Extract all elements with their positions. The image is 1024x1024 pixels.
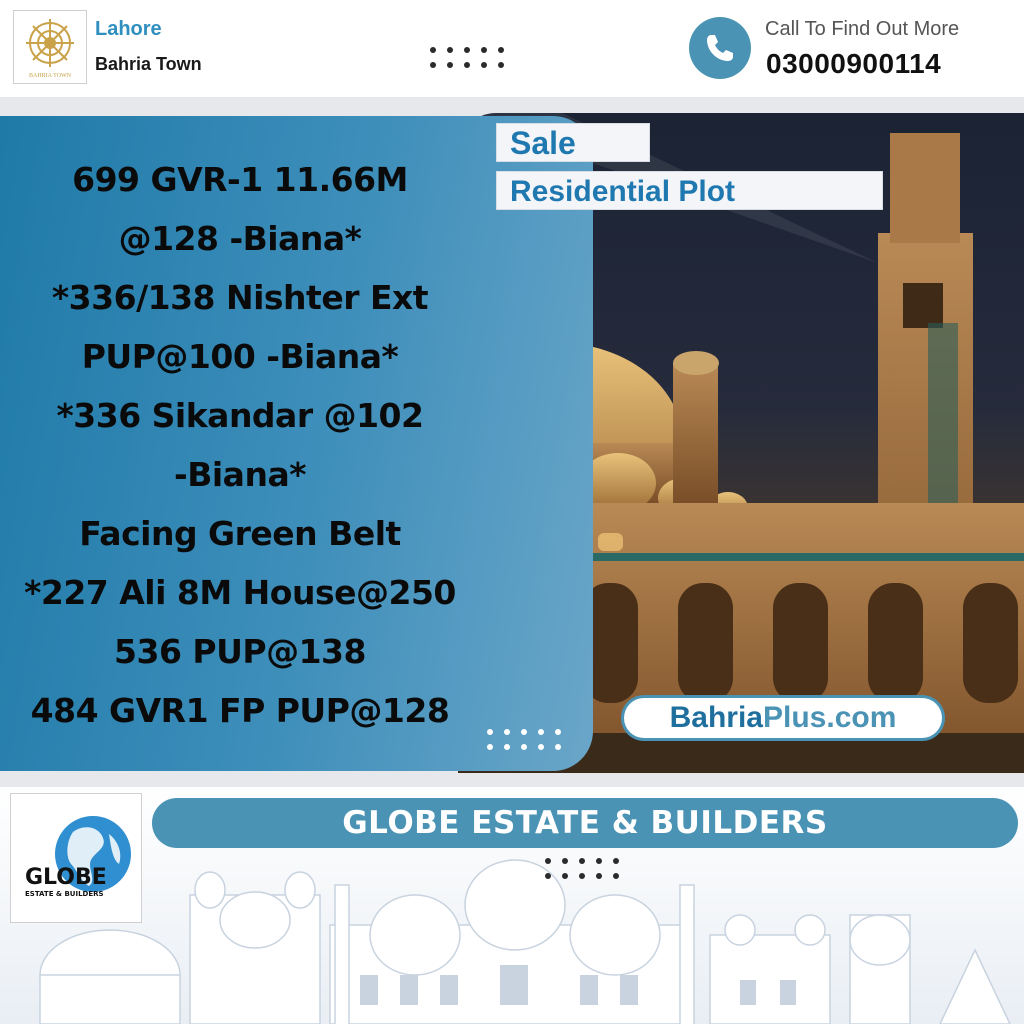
listing-line: *336/138 Nishter Ext [51, 278, 429, 317]
listing-line: @128 -Biana* [118, 219, 362, 258]
listing-line: -Biana* [174, 455, 306, 494]
society-label: Bahria Town [95, 54, 202, 74]
phone-icon [689, 17, 751, 79]
decorative-dots-panel [487, 729, 562, 750]
purpose-tag: Sale [496, 123, 650, 162]
website-link[interactable] [624, 698, 942, 738]
city-label: Lahore [95, 18, 162, 40]
logo-word: GLOBE [25, 865, 107, 890]
call-label: Call To Find Out More [765, 18, 960, 40]
bahria-town-logo [13, 10, 87, 84]
website-name: Bahria [669, 701, 763, 734]
listing-line: Facing Green Belt [79, 514, 401, 553]
globe-company-logo [10, 793, 142, 923]
listing-line: *336 Sikandar @102 [56, 396, 424, 435]
phone-button[interactable] [689, 17, 751, 79]
listing-details [0, 150, 480, 740]
website-suffix: Plus.com [763, 701, 897, 734]
globe-icon [11, 794, 141, 922]
listing-line: *227 Ali 8M House@250 [24, 573, 456, 612]
header [0, 0, 1024, 100]
logo-text: BAHRIA TOWN [29, 73, 71, 79]
decorative-dots [430, 47, 505, 68]
logo-subtitle: ESTATE & BUILDERS [25, 890, 104, 898]
listing-line: 699 GVR-1 11.66M [72, 160, 408, 199]
listing-line: 536 PUP@138 [114, 632, 366, 671]
listing-line: 484 GVR1 FP PUP@128 [30, 691, 450, 730]
city-skyline-illustration [0, 855, 1024, 1024]
company-name-banner: GLOBE ESTATE & BUILDERS [152, 798, 1018, 848]
ornament-icon [14, 11, 86, 83]
listing-line: PUP@100 -Biana* [81, 337, 399, 376]
decorative-dots-footer [545, 858, 620, 879]
property-type-tag: Residential Plot [496, 171, 883, 210]
phone-number[interactable]: 03000900114 [766, 48, 942, 79]
